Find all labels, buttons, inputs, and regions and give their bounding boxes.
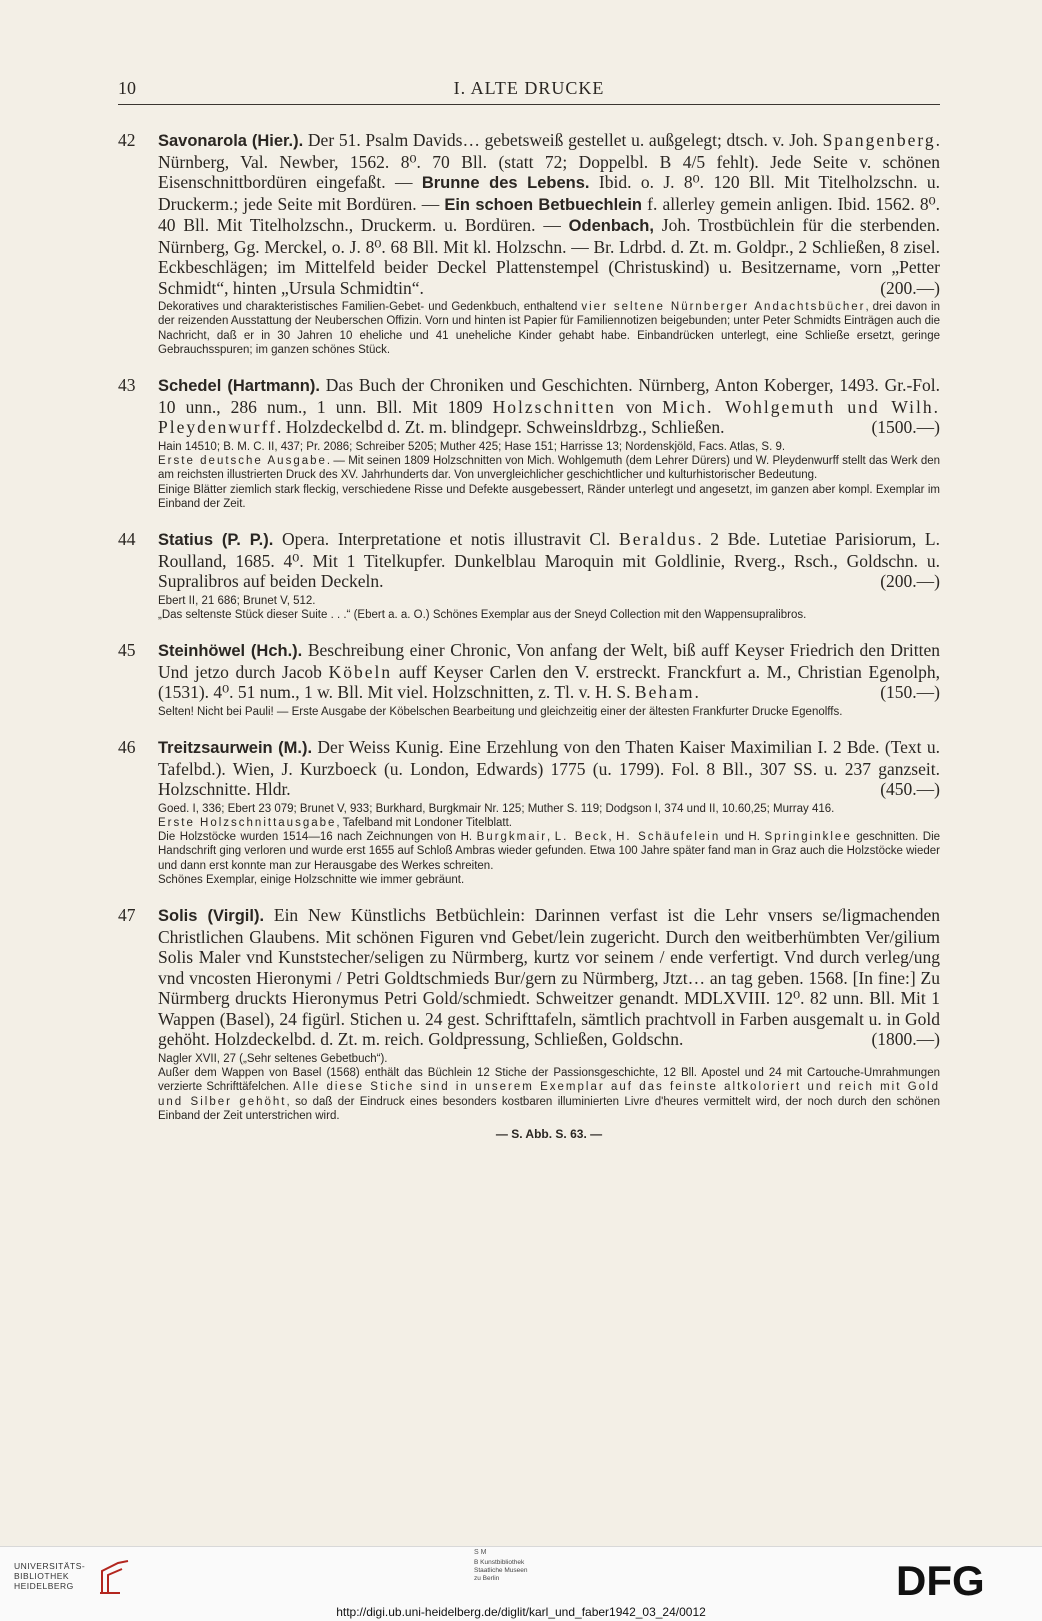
entry-number: 46 <box>118 737 136 758</box>
entry-description: Steinhöwel (Hch.). Beschreibung einer Chronic, Von anfang der Welt, biß auff Keyser Friedrich den Dritten Und jetzo durch Jacob Köbeln auff Keyser Carlen den V. erstreckt. Franckfurt a. M., Christian Egenolph, (1531). 4⁰. 51 num., 1 w. Bll. Mit viel. Holzschnitten, z. Tl. v. H. S. Beham. (150.—) <box>158 640 940 703</box>
source-url[interactable]: http://digi.ub.uni-heidelberg.de/diglit/karl_und_faber1942_03_24/0012 <box>336 1605 706 1619</box>
entry-description: Schedel (Hartmann). Das Buch der Chroniken und Geschichten. Nürnberg, Anton Koberger, 1493. Gr.-Fol. 10 unn., 286 num., 1 unn. Bll. Mit 1809 Holzschnitten von Mich. Wohlgemuth und Wilh. Pleydenwurff. Holzdeckelbd d. Zt. m. blindgepr. Schweinsldrbzg., Schließen. (1500.—) <box>158 375 940 438</box>
svg-text:DFG: DFG <box>896 1559 985 1601</box>
entry-description: Treitzsaurwein (M.). Der Weiss Kunig. Eine Erzehlung von den Thaten Kaiser Maximilian I. 2 Bde. (Text u. Tafelbd.). Wien, J. Kurzboeck (u. London, Edwards) 1775 (u. 1799). Fol. 8 Bll., 307 SS. u. 237 ganzseit. Holzschnitte. Hldr. (450.—) <box>158 737 940 800</box>
entry-note-paragraph: „Das seltenste Stück dieser Suite . . .“ (Ebert a. a. O.) Schönes Exemplar aus der Sneyd Collection mit den Wappensupralibros. <box>158 608 807 621</box>
entry-notes <box>158 705 940 719</box>
entry-notes <box>158 300 940 357</box>
entry-number: 44 <box>118 529 136 550</box>
catalog-entry <box>118 737 940 887</box>
catalog-entry <box>118 529 940 622</box>
entry-description: Savonarola (Hier.). Der 51. Psalm Davids… gebetsweiß gestellet u. außgelegt; dtsch. v. Joh. Spangenberg. Nürnberg, Val. Newber, 1562. 8⁰. 70 Bll. (statt 72; Doppelbl. B 4/5 fehlt). Jede Seite v. schönen Eisenschnittbordüren eingefaßt. — Brunne des Lebens. Ibid. o. J. 8⁰. 120 Bll. Mit Titelholzschn. u. Druckerm.; jede Seite mit Bordüren. — Ein schoen Betbuechlein f. allerley gemein anligen. Ibid. 1562. 8⁰. 40 Bll. Mit Titelholzschn., Druckerm. u. Bordüren. — Odenbach, Joh. Trostbüchlein für die sterbenden. Nürnberg, Gg. Merckel, o. J. 8⁰. 68 Bll. Mit kl. Holzschn. — Br. Ldrbd. d. Zt. m. Goldpr., 2 Schließen, 8 zisel. Eckbeschlägen; im Mittelfeld beider Deckel Plattenstempel (Christuskind) u. Besitzername, vorn „Petter Schmidt“, hinten „Ursula Schmidtin“. (200.—) <box>158 130 941 298</box>
entry-note-paragraph: Nagler XVII, 27 („Sehr seltenes Gebetbuch“). <box>158 1052 388 1065</box>
entry-notes <box>158 440 940 511</box>
entry-note-paragraph: Hain 14510; B. M. C. II, 437; Pr. 2086; Schreiber 5205; Muther 425; Hase 151; Harrisse 13; Nordenskjöld, Facs. Atlas, S. 9. <box>158 440 786 453</box>
entry-note-paragraph: Außer dem Wappen von Basel (1568) enthält das Büchlein 12 Stiche der Passionsgeschichte, 12 Bll. Apostel und 24 mit Cartouche-Umrahmungen verzierte Schrifttäfelchen. Alle diese Stiche sind in unserem Exemplar auf das feinste altkoloriert und reich mit Gold und Silber gehöht, so daß der Eindruck eines besonders kostbaren illuminierten Livre d'heures vermittelt wird, der noch durch den schönen Einband der Zeit unterstrichen wird. <box>158 1067 940 1123</box>
catalog-entry <box>118 640 940 719</box>
entry-description: Solis (Virgil). Ein New Künstlichs Betbüchlein: Darinnen verfast ist die Lehr vnsers se/ligmachenden Christlichen Glaubens. Mit schönen Figuren vnd Gebet/lein zugericht. Durch den weitberhümbten Ver/gilium Solis Maler vnd Kunststecher/seligen zu Nürmberg, kurtz vor seinem / ende verfertigt. Vnd durch verleg/ung vnd vncosten Hieronymi / Petri Goldtschmieds Bur/gern zu Nürmberg, Jtzt… an tag geben. 1568. [In fine:] Zu Nürmberg druckts Hieronymus Petri Gold/schmiedt. Schweitzer genandt. MDLXVIII. 12⁰. 82 unn. Bll. Mit 1 Wappen (Basel), 24 figürl. Stichen u. 24 gest. Schrifttafeln, sämtlich prachtvoll in Farben ausgemalt u. in Gold gehöht. Holzdeckelbd. d. Zt. m. reich. Goldpressung, Schließen, Goldschn. (1800.—) <box>158 905 940 1050</box>
sm-mark: S M <box>474 1549 487 1556</box>
entry-note-paragraph: Goed. I, 336; Ebert 23 079; Brunet V, 933; Burkhard, Burgkmair Nr. 125; Muther S. 119; Dodgson I, 374 und II, 10.60,25; Murray 416. <box>158 802 835 815</box>
entry-number: 45 <box>118 640 136 661</box>
university-library-text: UNIVERSITÄTS- BIBLIOTHEK HEIDELBERG <box>14 1561 86 1591</box>
page-number: 10 <box>118 78 136 98</box>
entry-notes <box>158 1052 940 1142</box>
entry-number: 43 <box>118 375 136 396</box>
kunstbibliothek-logo <box>474 1549 574 1599</box>
entry-note-paragraph: Dekoratives und charakteristisches Familien-Gebet- und Gedenkbuch, enthaltend vier seltene Nürnberger Andachtsbücher, drei davon in der reizenden Ausstattung der Neuberschen Offizin. Vorn und hinten ist Papier für Familiennotizen beigebunden; unter Peter Schmidts Einträgen auch die Nachricht, daß er in 30 Jahren 10 eheliche und 41 uneheliche Kinder gehabt habe. Einbandrücken unterlegt, eine Schließe ersetzt, geringe Gebrauchsspuren; im ganzen schönes Stück. <box>158 301 941 356</box>
footer-bar <box>0 1546 1042 1621</box>
university-library-logo[interactable] <box>14 1561 134 1601</box>
university-mark-icon <box>98 1557 134 1597</box>
entry-notes <box>158 594 940 623</box>
catalog-entry <box>118 375 940 511</box>
entry-number: 42 <box>118 130 136 150</box>
entry-number: 47 <box>118 905 136 926</box>
entry-note-paragraph: Selten! Nicht bei Pauli! — Erste Ausgabe der Köbelschen Bearbeitung und gleichzeitig einer der ältesten Frankfurter Drucke Egenolffs. <box>158 705 843 718</box>
catalog-entry <box>118 905 940 1141</box>
entry-note-paragraph: Die Holzstöcke wurden 1514—16 nach Zeichnungen von H. Burgkmair, L. Beck, H. Schäufelein und H. Springinklee geschnitten. Die Handschrift ging verloren und wurde erst 1655 auf Schloß Ambras wieder gefunden. Etwa 100 Jahre später fand man in Graz auch die Holzstöcke wieder und dann erst konnte man zur Herausgabe des Werkes schreiten. <box>158 831 941 872</box>
entry-notes <box>158 802 940 888</box>
page-header <box>118 78 940 105</box>
catalog-entries <box>118 130 940 1160</box>
catalog-entry <box>118 130 940 357</box>
section-title: I. ALTE DRUCKE <box>453 78 605 98</box>
entry-description: Statius (P. P.). Opera. Interpretatione et notis illustravit Cl. Beraldus. 2 Bde. Lutetiae Parisiorum, L. Roulland, 1685. 4⁰. Mit 1 Titelkupfer. Dunkelblau Maroquin mit Goldlinie, Rverg., Rsch., Goldschn. u. Supralibros auf beiden Deckeln. (200.—) <box>158 529 940 592</box>
entry-note-paragraph: Schönes Exemplar, einige Holzschnitte wie immer gebräunt. <box>158 874 465 887</box>
entry-note-paragraph: Erste Holzschnittausgabe, Tafelband mit Londoner Titelblatt. <box>158 816 513 829</box>
entry-note-paragraph: Ebert II, 21 686; Brunet V, 512. <box>158 594 316 607</box>
entry-note-paragraph: Erste deutsche Ausgabe. — Mit seinen 1809 Holzschnitten von Mich. Wohlgemuth (dem Lehrer Dürers) und W. Pleydenwurff stellt das Werk den am reichsten illustrierten Druck des XV. Jahrhunderts dar. Von unvergleichlicher geschichtlicher und kulturhistorischer Bedeutung. <box>158 454 941 482</box>
dfg-logo[interactable] <box>896 1559 1028 1601</box>
entry-note-paragraph: Einige Blätter ziemlich stark fleckig, verschiedene Risse und Defekte ausgebessert, Ränder unterlegt und angesetzt, im ganzen aber kompl. Exemplar im Einband der Zeit. <box>158 483 940 510</box>
illustration-reference: — S. Abb. S. 63. — <box>495 1127 603 1142</box>
kunstbibliothek-text: B Kunstbibliothek Staatliche Museen zu Berlin <box>474 1559 528 1582</box>
